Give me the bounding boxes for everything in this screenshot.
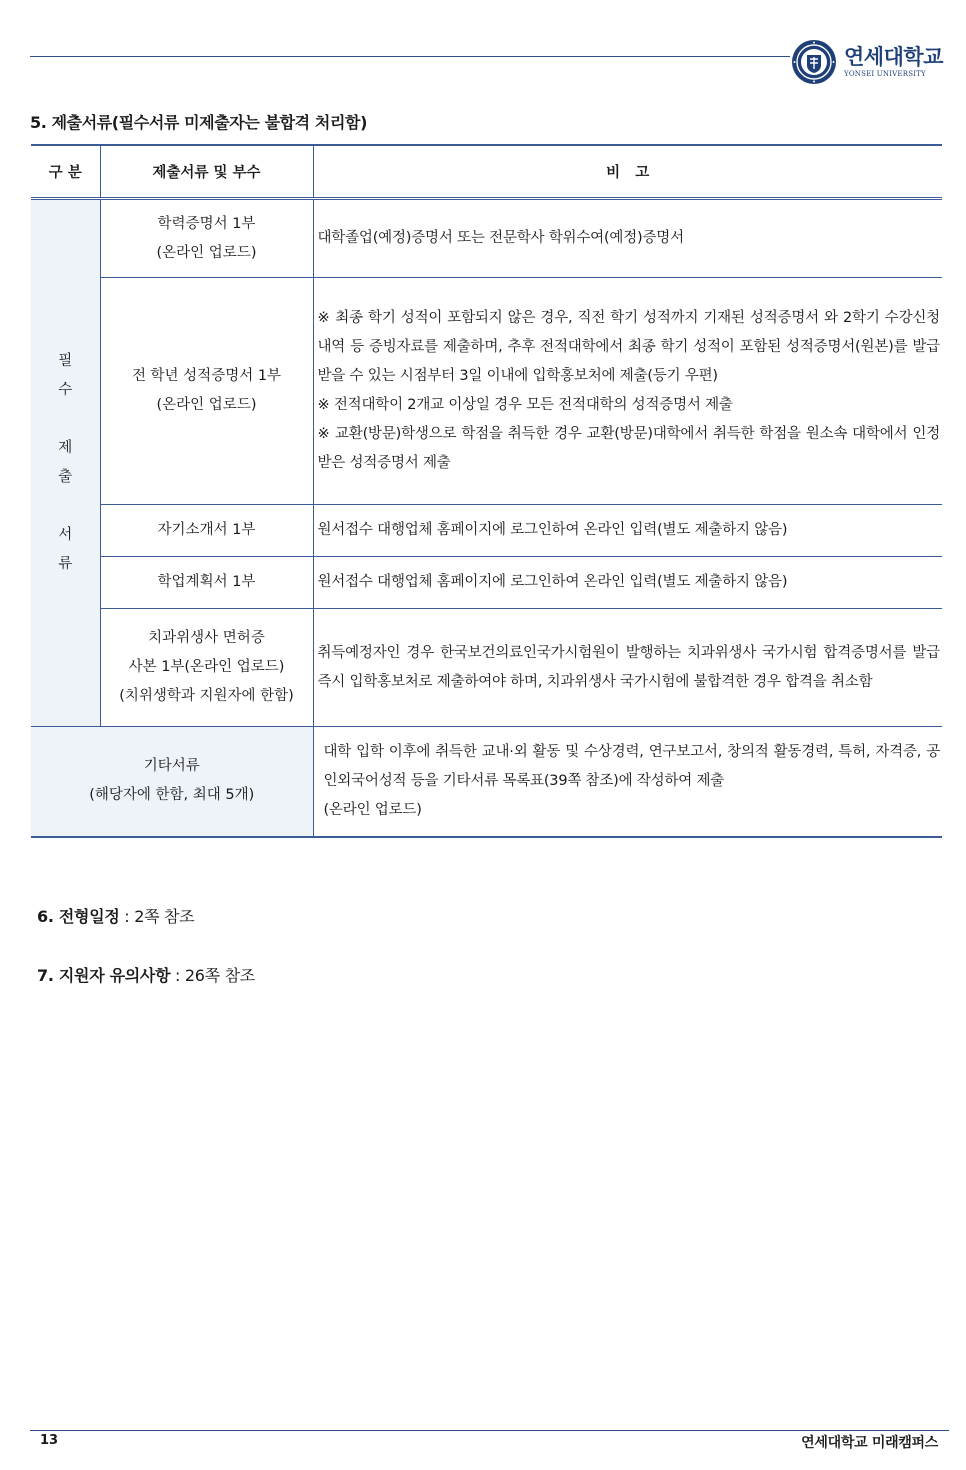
section-5-title: 5. 제출서류(필수서류 미제출자는 불합격 처리함) (30, 113, 367, 132)
logo-korean-name: 연세대학교 (844, 44, 943, 69)
header-rule (30, 56, 790, 57)
section-6-schedule: 6. 전형일정 : 2쪽 참조 (37, 907, 195, 926)
footer-campus-name: 연세대학교 미래캠퍼스 (801, 1435, 938, 1451)
table-row (31, 609, 942, 727)
document-name-transcript-degree: 학력증명서 1부 (온라인 업로드) (100, 199, 313, 278)
yonsei-emblem-icon (790, 38, 838, 86)
university-logo (790, 38, 943, 86)
document-name-dental-license: 치과위생사 면허증 사본 1부(온라인 업로드) (치위생학과 지원자에 한함) (100, 609, 313, 727)
logo-english-name: YONSEI UNIVERSITY (844, 69, 926, 78)
document-remark: 원서접수 대행업체 홈페이지에 로그인하여 온라인 입력(별도 제출하지 않음) (313, 505, 942, 557)
document-remark: 대학 입학 이후에 취득한 교내·외 활동 및 수상경력, 연구보고서, 창의적 활동경력, 특허, 자격증, 공인외국어성적 등을 기타서류 목록표(39쪽 참조)에 작성하여 제출 (온라인 업로드) (313, 727, 942, 837)
document-remark: 대학졸업(예정)증명서 또는 전문학사 학위수여(예정)증명서 (313, 199, 942, 278)
table-row (31, 278, 942, 505)
page-number: 13 (40, 1433, 59, 1448)
document-name-study-plan: 학업계획서 1부 (100, 557, 313, 609)
table-row (31, 199, 942, 278)
section-7-notes: 7. 지원자 유의사항 : 26쪽 참조 (37, 966, 255, 985)
table-row (31, 727, 942, 837)
table-row (31, 505, 942, 557)
document-remark: ※ 최종 학기 성적이 포함되지 않은 경우, 직전 학기 성적까지 기재된 성적증명서 와 2학기 수강신청 내역 등 증빙자료를 제출하며, 추후 전적대학에서 최종 학기 성적이 포함된 성적증명서(원본)를 발급받을 수 있는 시점부터 3일 이내에 입학홍보처에 제출(등기 우편) ※ 전적대학이 2개교 이상일 경우 모든 전적대학의 성적증명서 제출 ※ 교환(방문)학생으로 학점을 취득한 경우 교환(방문)대학에서 취득한 학점을 원소속 대학에서 인정받은 성적증명서 제출 (313, 278, 942, 505)
documents-table (31, 144, 942, 838)
document-name-grade-transcript: 전 학년 성적증명서 1부 (온라인 업로드) (100, 278, 313, 505)
document-name-other: 기타서류 (해당자에 한함, 최대 5개) (31, 727, 313, 837)
table-row (31, 557, 942, 609)
document-remark: 원서접수 대행업체 홈페이지에 로그인하여 온라인 입력(별도 제출하지 않음) (313, 557, 942, 609)
required-documents-group: 필 수 제 출 서 류 (31, 199, 100, 727)
footer-rule (30, 1430, 949, 1431)
column-header-category: 구 분 (31, 145, 100, 199)
column-header-remarks: 비 고 (313, 145, 942, 199)
document-name-self-introduction: 자기소개서 1부 (100, 505, 313, 557)
table-header-row (31, 145, 942, 199)
document-remark: 취득예정자인 경우 한국보건의료인국가시험원이 발행하는 치과위생사 국가시험 합격증명서를 발급 즉시 입학홍보처로 제출하여야 하며, 치과위생사 국가시험에 불합격한 경우 합격을 취소함 (313, 609, 942, 727)
column-header-documents: 제출서류 및 부수 (100, 145, 313, 199)
